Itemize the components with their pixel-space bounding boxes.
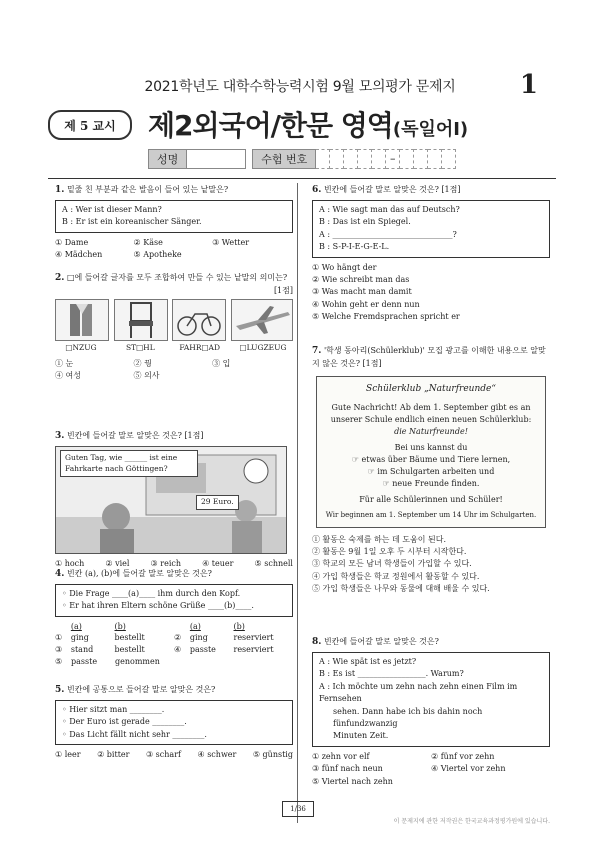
option[interactable]: ④ Viertel vor zehn — [431, 764, 506, 774]
airplane-image — [231, 299, 293, 341]
picture-label: ST□HL — [125, 342, 155, 352]
poster-title: Schülerklub „Naturfreunde“ — [366, 383, 496, 394]
option-a: passte — [189, 645, 216, 655]
question-6 — [312, 184, 550, 324]
picture-label: FAHR□AD — [179, 342, 220, 352]
option[interactable]: ③ 입 — [212, 358, 231, 368]
sentence-line: ◦ Die Frage ____(a)____ ihm durch den Kopf. — [62, 589, 241, 599]
question-2 — [55, 272, 293, 382]
options — [55, 749, 293, 761]
option[interactable]: ④ Wohin geht er denn nun — [312, 299, 420, 309]
option-number[interactable]: ③ — [55, 645, 63, 655]
suit-image — [55, 299, 109, 341]
option[interactable]: ⑤ Apotheke — [133, 250, 182, 260]
option[interactable]: ① Dame — [55, 237, 89, 247]
dialogue-line: A : Wie spät ist es jetzt? — [319, 657, 417, 667]
option[interactable]: ④ schwer — [197, 750, 237, 760]
question-title: 빈칸 (a), (b)에 들어갈 말로 알맞은 것은? — [66, 569, 212, 578]
question-title: 빈칸에 들어갈 말로 알맞은 것은? — [323, 637, 439, 646]
poster-line: Wir beginnen am 1. September um 14 Uhr im Schulgarten. — [325, 511, 537, 520]
dialogue-box — [55, 200, 293, 233]
page-number: 1 — [519, 70, 538, 100]
column-head: (b) — [114, 621, 126, 631]
option[interactable]: ① 눈 — [55, 358, 74, 368]
chair-icon — [115, 300, 167, 340]
question-8 — [312, 636, 550, 788]
question-title: □에 들어갈 글자를 모두 조합하여 만들 수 있는 낱말의 의미는? — [66, 273, 288, 282]
option-number[interactable]: ① — [55, 633, 63, 643]
options — [55, 237, 293, 262]
dialogue-line: A : Wer ist dieser Mann? — [62, 205, 162, 215]
dialogue-box — [312, 200, 550, 258]
column-divider — [297, 183, 298, 823]
question-3 — [55, 430, 293, 570]
exam-number-cell[interactable] — [414, 149, 428, 169]
option-b: genommen — [115, 656, 160, 666]
option[interactable]: ③ reich — [150, 559, 182, 569]
option-a: ging — [189, 633, 208, 643]
club-poster — [316, 376, 546, 528]
dialogue-line: Minuten Zeit. — [333, 731, 389, 741]
name-field[interactable] — [187, 149, 246, 169]
option[interactable]: ② 활동은 9월 1일 오후 두 시부터 시작한다. — [312, 547, 467, 557]
option[interactable]: ③ Wetter — [212, 237, 250, 247]
sentence-line: ◦ Er hat ihren Eltern schöne Grüße ____(b)____. — [62, 601, 254, 611]
option[interactable]: ① Wo hängt der — [312, 262, 377, 272]
question-number: 4. — [55, 569, 65, 579]
option[interactable]: ⑤ 의사 — [133, 370, 160, 380]
column-head: (a) — [189, 621, 201, 631]
dialogue-line: B : S-P-I-E-G-E-L. — [319, 242, 390, 252]
poster-line: ☞ neue Freunde finden. — [382, 479, 480, 489]
picture-label: □LUGZEUG — [239, 342, 287, 352]
dialogue-line: A : ______________________________? — [319, 229, 457, 239]
option[interactable]: ③ scharf — [145, 750, 181, 760]
speech-bubble: Guten Tag, wie ______ ist eine Fahrkarte nach Göttingen? — [60, 450, 198, 477]
poster-line: Für alle Schülerinnen und Schüler! — [359, 495, 503, 505]
poster-line: Bei uns kannst du — [394, 443, 468, 453]
exam-number-cell[interactable] — [344, 149, 358, 169]
bicycle-icon — [173, 300, 225, 340]
question-number: 2. — [55, 273, 65, 283]
ticket-scene — [55, 446, 287, 554]
question-7 — [312, 345, 550, 596]
option[interactable]: ② 꿩 — [133, 358, 152, 368]
option[interactable]: ⑤ schnell — [254, 559, 293, 569]
id-bar — [148, 149, 456, 169]
option[interactable]: ② Wie schreibt man das — [312, 275, 410, 284]
question-title: 밑줄 친 부분과 같은 발음이 들어 있는 낱말은? — [66, 185, 229, 194]
option[interactable]: ③ fünf nach neun — [312, 764, 383, 774]
suit-icon — [56, 300, 108, 340]
exam-number-cell[interactable] — [400, 149, 414, 169]
sentence-line: ◦ Das Licht fällt nicht sehr ________. — [62, 729, 207, 739]
question-title: 빈칸에 공통으로 들어갈 말로 알맞은 것은? — [66, 685, 216, 694]
option[interactable]: ⑤ günstig — [252, 750, 293, 760]
option-a: ging — [70, 633, 89, 643]
points: [1점] — [273, 286, 293, 296]
column-head: (a) — [70, 621, 82, 631]
page-counter: 1/36 — [282, 801, 314, 817]
question-4 — [55, 568, 293, 667]
exam-number-cell[interactable] — [428, 149, 442, 169]
options — [312, 751, 550, 788]
copyright-notice: 이 문제지에 관한 저작권은 한국교육과정평가원에 있습니다. — [393, 818, 550, 825]
question-title: '학생 동아리(Schülerklub)' 모집 광고를 이해한 내용으로 알맞지 않은 것은? [1점] — [312, 346, 546, 369]
airplane-icon — [232, 300, 292, 340]
question-1 — [55, 184, 293, 262]
exam-number-label: 수험 번호 — [252, 149, 316, 169]
column-head: (b) — [233, 621, 245, 631]
option[interactable]: ② bitter — [97, 750, 130, 760]
exam-number-cell[interactable] — [442, 149, 456, 169]
sentence-line: ◦ Hier sitzt man ________. — [62, 705, 165, 715]
option-b: reserviert — [233, 633, 274, 643]
exam-number-cell[interactable] — [316, 149, 330, 169]
option[interactable]: ① leer — [55, 750, 81, 760]
option-number[interactable]: ④ — [174, 645, 182, 655]
poster-line: die Naturfreunde! — [394, 427, 468, 437]
option-b: reserviert — [233, 645, 274, 655]
option[interactable]: ④ 가입 학생들은 학교 정원에서 활동할 수 있다. — [312, 571, 480, 581]
option-number[interactable]: ② — [174, 633, 182, 643]
option[interactable]: ④ Mädchen — [55, 250, 103, 260]
question-number: 8. — [312, 637, 322, 647]
option[interactable]: ② Käse — [133, 237, 163, 247]
question-5 — [55, 684, 293, 761]
dialogue-box — [312, 652, 550, 747]
exam-number-cell[interactable] — [330, 149, 344, 169]
answer-table — [55, 621, 293, 667]
dialogue-line: A : Ich möchte um zehn nach zehn einen Film im Fernsehen — [319, 681, 518, 704]
option[interactable]: ② fünf vor zehn — [431, 751, 495, 761]
dialogue-line: B : Das ist ein Spiegel. — [319, 217, 411, 227]
question-title: 빈칸에 들어갈 말로 알맞은 것은? [1점] — [66, 431, 204, 440]
options — [312, 262, 550, 324]
subject-title — [148, 104, 468, 144]
poster-line: ☞ etwas über Bäume und Tiere lernen, — [351, 455, 511, 465]
option-number[interactable]: ⑤ — [55, 656, 63, 666]
exam-number-dash: – — [386, 149, 400, 169]
period-badge: 제 5 교시 — [48, 110, 132, 140]
options — [312, 534, 550, 596]
options — [55, 358, 293, 383]
option[interactable]: ① hoch — [55, 559, 85, 569]
option[interactable]: ③ 학교의 모든 남녀 학생들이 가입할 수 있다. — [312, 559, 472, 569]
exam-title: 2021학년도 대학수학능력시험 9월 모의평가 문제지 — [144, 79, 456, 95]
option[interactable]: ④ teuer — [202, 559, 234, 569]
question-number: 1. — [55, 185, 65, 195]
picture-label: □NZUG — [65, 342, 97, 352]
exam-number-cell[interactable] — [372, 149, 386, 169]
option-b: bestellt — [114, 633, 145, 643]
bicycle-image — [172, 299, 226, 341]
option-a: stand — [70, 645, 94, 655]
option[interactable]: ③ Was macht man damit — [312, 287, 412, 297]
current-page: 1 — [290, 805, 295, 813]
option-a: passte — [71, 656, 98, 666]
poster-line: ☞ im Schulgarten arbeiten und — [367, 467, 495, 477]
subject-main: 제2외국어/한문 영역 — [148, 109, 393, 142]
subject-sub: (독일어Ⅰ) — [392, 119, 469, 140]
question-number: 5. — [55, 685, 65, 695]
option[interactable]: ② viel — [105, 559, 130, 569]
sentence-box — [55, 700, 293, 745]
option[interactable]: ① 활동은 숙제를 하는 데 도움이 된다. — [312, 534, 446, 544]
speech-bubble: 29 Euro. — [196, 495, 239, 510]
question-number: 6. — [312, 185, 322, 195]
option[interactable]: ④ 여성 — [55, 370, 81, 380]
sentence-box — [55, 584, 293, 617]
label-row — [55, 343, 293, 354]
option[interactable]: ⑤ Welche Fremdsprachen spricht er — [312, 312, 460, 322]
option[interactable]: ⑤ 가입 학생들은 나무와 동물에 대해 배울 수 있다. — [312, 584, 490, 594]
dialogue-line: B : Es ist _________________. Warum? — [319, 669, 464, 679]
picture-row — [55, 299, 293, 341]
option[interactable]: ① zehn vor elf — [312, 751, 370, 761]
exam-number-cell[interactable] — [358, 149, 372, 169]
sentence-line: ◦ Der Euro ist gerade ________. — [62, 717, 187, 727]
question-number: 7. — [312, 346, 322, 356]
question-title: 빈칸에 들어갈 말로 알맞은 것은? [1점] — [323, 185, 461, 194]
poster-line: Gute Nachricht! Ab dem 1. September gibt es an — [331, 403, 531, 413]
header-rule — [48, 178, 556, 179]
option-b: bestellt — [114, 645, 145, 655]
dialogue-line: sehen. Dann habe ich bis dahin noch fünfundzwanzig — [333, 706, 483, 728]
total-pages: 36 — [296, 805, 306, 813]
dialogue-line: B : Er ist ein koreanischer Sänger. — [62, 217, 202, 227]
name-label: 성명 — [148, 149, 187, 169]
option[interactable]: ⑤ Viertel nach zehn — [312, 776, 393, 786]
chair-image — [114, 299, 168, 341]
poster-line: unserer Schule endlich einen neuen Schülerklub: — [330, 415, 532, 425]
question-number: 3. — [55, 431, 65, 441]
dialogue-line: A : Wie sagt man das auf Deutsch? — [319, 205, 460, 215]
